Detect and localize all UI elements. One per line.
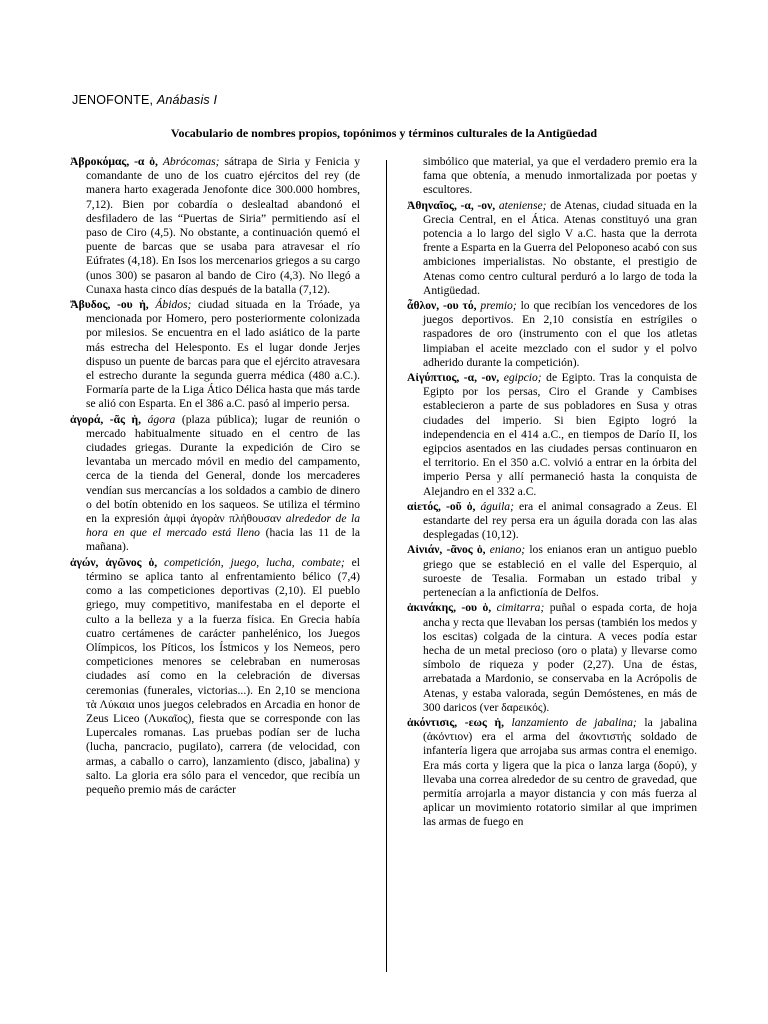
translation: premio; xyxy=(480,299,517,313)
headword: Αἰγύπτιος, -α, -ον, xyxy=(407,371,500,385)
document-title: Vocabulario de nombres propios, topónimos y términos culturales de la Antigüedad xyxy=(170,126,598,140)
entry-body: sátrapa de Siria y Fenicia y comandante de uno de los cuatro ejércitos del rey (de manera harto exagerada Jenofonte dice 300.000 hombres, 7,12). Bien por cobardía o deslealtad abandonó el desfiladero de las “Puertas de Siria” permitiendo así el paso de Ciro (4,5). No obstante, a continuación quemó el puente de barcas que se usaba para atravesar el río Eúfrates (4,18). En Isos los mercenarios griegos a su cargo (unos 300) se pasaron al bando de Ciro (4,3). No llegó a Cunaxa hasta cinco días después de la batalla (7,12). xyxy=(86,155,360,296)
headword: ἀκόντισις, -εως ἡ, xyxy=(407,715,504,729)
translation: lanzamiento de jabalina; xyxy=(511,715,637,729)
headword: ἀγών, ἀγῶνος ὁ, xyxy=(70,555,158,569)
entry-body: simbólico que material, ya que el verdadero premio era la fama que obtenía, a menudo inmortalizada por poetas y escultores. xyxy=(423,155,697,197)
translation: Abrócomas; xyxy=(162,155,220,168)
headword: Αἰνιάν, -ᾶνος ὁ, xyxy=(407,543,486,557)
entry-aietos xyxy=(407,500,697,543)
entry-ainian xyxy=(407,543,697,600)
entry-aigyptios xyxy=(407,371,697,499)
translation: eniano; xyxy=(489,543,526,557)
entry-body: de Atenas, ciudad situada en la Grecia Central, en el Ática. Atenas constituyó una gran potencia a lo largo del siglo V a.C. hasta que la derrota frente a Esparta en la Guerra del Peloponeso acabó con sus ambiciones imperialistas. No obstante, el prestigio de Atenas como centro cultural perduró a lo largo de toda la Antigüedad. xyxy=(423,198,697,297)
headword: αἰετός, -οῦ ὁ, xyxy=(407,499,476,513)
header-author: JENOFONTE, xyxy=(72,93,154,107)
headword: ἆθλον, -ου τό, xyxy=(407,299,477,313)
entry-body: el término se aplica tanto al enfrentamiento bélico (7,4) como a las competiciones deportivas (2,10). El pueblo griego, muy competitivo, manifestaba en el deporte el culto a la belleza y a la fuerza física. En Grecia había cuatro certámenes de carácter panhelénico, los Juegos Olímpicos, los Píticos, los Ístmicos y los Nemeos, pero competiciones menores se celebraban en numerosas ciudades así como en la celebración de diversas ceremonias (funerales, victorias...). En 2,10 se menciona τὰ Λύκαια unos juegos celebrados en Arcadia en honor de Zeus Liceo (Λυκαῖος), fiesta que se corresponde con las Lupercales romanas. Las pruebas podían ser de lucha (lucha, pancracio, pugilato), carrera (de velocidad, con armas, a caballo o carro), lanzamiento (disco, jabalina) y salto. La gloria era sólo para el vencedor, que recibía un pequeño premio más de carácter xyxy=(86,555,360,796)
entry-continuation xyxy=(407,155,697,198)
entry-akinakes xyxy=(407,601,697,715)
entry-body: era el animal consagrado a Zeus. El estandarte del rey persa era un águila dorada con las alas desplegadas (10,12). xyxy=(423,499,697,542)
entry-abidos xyxy=(70,298,360,412)
headword: Ἀβροκόμας, -α ὁ, xyxy=(70,155,158,168)
entry-body: ciudad situada en la Tróade, ya mencionada por Homero, pero posteriormente colonizada por milesios. Se encuentra en el lado asiático de la parte más estrecha del Helesponto. Es el lugar donde Jerjes dispuso un puente de barcas para que el ejército atravesara el estrecho durante la segunda guerra médica (480 a.C.). Formaría parte de la Liga Ático Délica hasta que más tarde se alió con Esparta. En el 386 a.C. pasó al imperio persa. xyxy=(86,298,361,411)
headword: Ἀθηναῖος, -α, -ον, xyxy=(407,198,496,212)
entry-agora xyxy=(70,413,360,555)
headword: Ἄβυδος, -ου ἡ, xyxy=(70,298,149,312)
translation: ágora xyxy=(147,412,176,426)
translation: competición, juego, lucha, combate; xyxy=(164,555,345,569)
header-work: Anábasis I xyxy=(156,93,218,107)
entry-abrocomas xyxy=(70,155,360,297)
entry-body-end: (hacia las 11 de la mañana). xyxy=(86,526,360,554)
entry-body: la jabalina (ἀκόντιον) era el arma del ἀκοντιστής soldado de infantería ligera que arrojaba sus armas contra el enemigo. Era más corta y ligera que la pica o lanza larga (δορύ), y llevaba una correa alrededor de su centro de gravedad, que permitía arrojarla a mayor distancia y con más fuerza al aplicar un movimiento rotatorio similar al que imprimen las armas de fuego en xyxy=(423,715,697,829)
left-column xyxy=(70,155,360,798)
column-divider xyxy=(386,160,387,972)
translation-phrase: alrededor de la hora en que el mercado está lleno xyxy=(86,512,360,540)
entry-athlon xyxy=(407,299,697,370)
translation: ateniense; xyxy=(498,198,547,212)
translation: águila; xyxy=(480,499,514,513)
headword: ἀκινάκης, -ου ὁ, xyxy=(407,601,492,615)
entry-body: (plaza pública); lugar de reunión o mercado habitualmente situado en el centro de las ciudades griegas. Durante la expedición de Ciro se levantaba un mercado móvil en medio del campamento, cerca de la tienda del General, donde los mercaderes vendían sus mercancías a los soldados a cambio de dinero o del botín obtenido en los saqueos. Se utiliza el término en la expresión ἀμφὶ ἀγορὰν πλήθουσαν xyxy=(86,412,361,526)
entry-akontisis xyxy=(407,716,697,830)
entry-body: los enianos eran un antiguo pueblo griego que se estableció en el valle del Esperquio, al suroeste de Tesalia. Formaban un estado tribal y pertenecían a la anfictionía de Delfos. xyxy=(423,543,698,600)
translation: cimitarra; xyxy=(496,601,545,615)
page-header xyxy=(72,93,217,107)
entry-body: lo que recibían los vencedores de los juegos deportivos. En 2,10 consistía en estrígiles o raspadores de oro (instrumento con el que los atletas limpiaban el aceite mezclado con el sudor y el polvo adherido durante la competición). xyxy=(423,299,698,369)
right-column xyxy=(407,155,697,831)
entry-body: puñal o espada corta, de hoja ancha y recta que llevaban los persas (también los medos y los escitas) colgada de la cintura. A veces podía estar hecha de un metal precioso (oro o plata) y llevarse como símbolo de riqueza y poder (2,27). Una de éstas, arrebatada a Mardonio, se conservaba en la Acrópolis de Atenas, y estaba valorada, según Demóstenes, en más de 300 daricos (ver δαρεικός). xyxy=(423,601,697,714)
translation: Ábidos; xyxy=(155,298,192,312)
entry-body: de Egipto. Tras la conquista de Egipto por los persas, Ciro el Grande y Cambises establecieron a parte de sus pobladores en Susa y otras ciudades del imperio. Si bien Egipto logró la independencia en el 414 a.C., en tiempos de Darío II, los egipcios asentados en las ciudades persas continuaron en el territorio. En el 350 a.C. volvió a entrar en la órbita del imperio Persa y allí permaneció hasta la conquista de Alejandro en el 332 a.C. xyxy=(423,371,698,498)
headword: ἀγορά, -ᾶς ἡ, xyxy=(70,412,142,426)
entry-athenaios xyxy=(407,199,697,298)
entry-agon xyxy=(70,556,360,797)
translation: egipcio; xyxy=(503,371,542,385)
